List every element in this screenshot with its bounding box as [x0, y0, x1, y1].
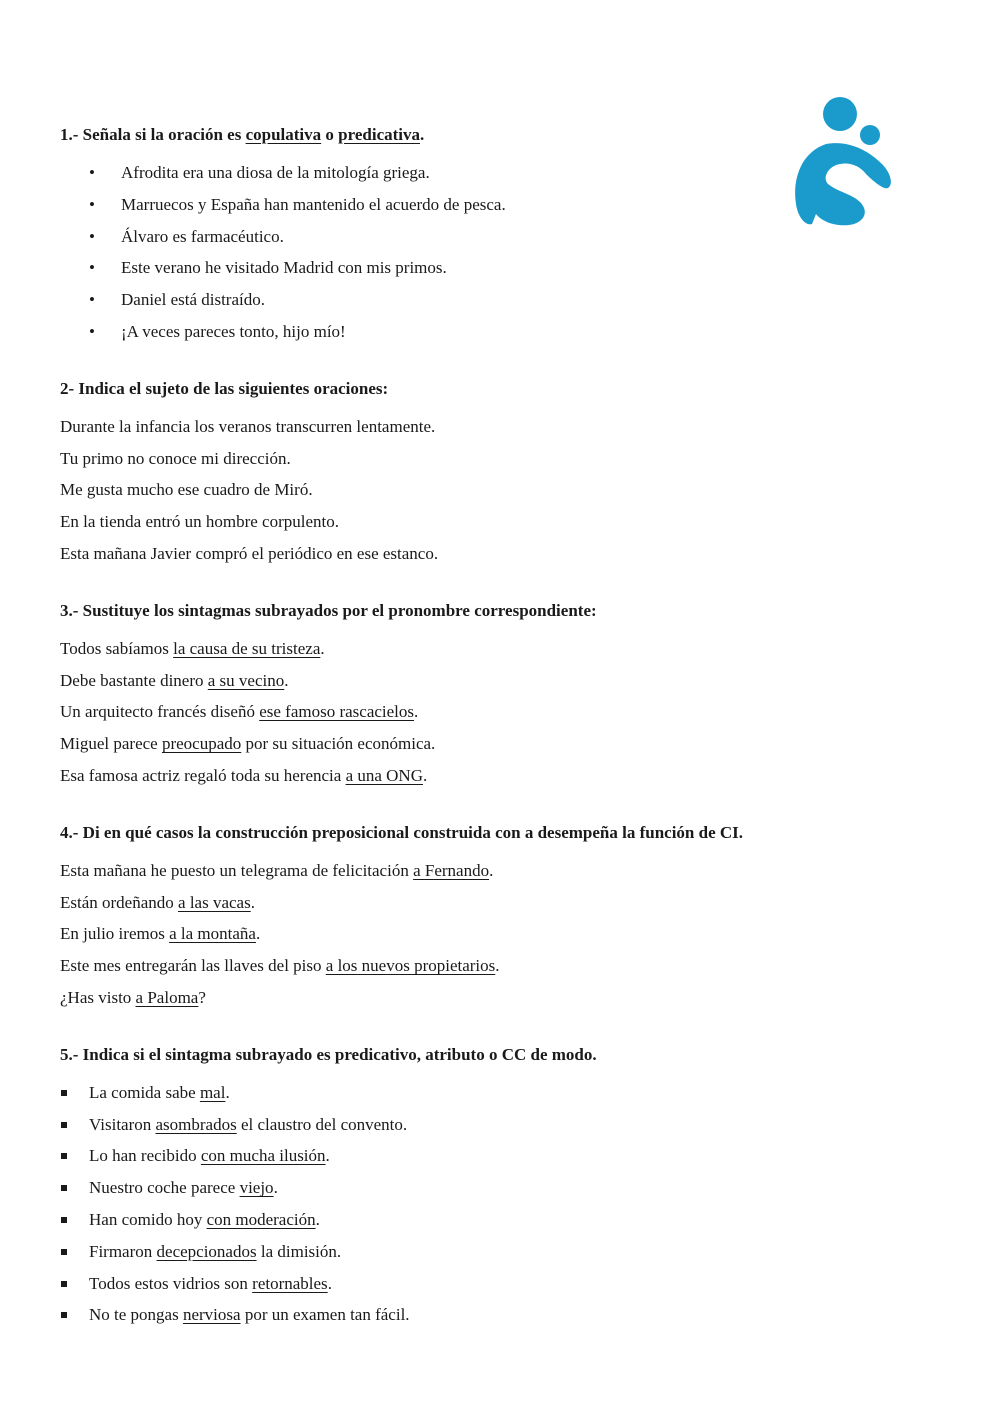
list-item: La comida sabe mal. — [60, 1077, 940, 1109]
sentence: En julio iremos a la montaña. — [60, 924, 261, 944]
list-item: • ¡A veces pareces tonto, hijo mío! — [60, 316, 940, 348]
section-1-title: 1.- Señala si la oración es copulativa o predicativa. — [60, 125, 425, 144]
list-item: • Marruecos y España han mantenido el acuerdo de pesca. — [60, 189, 940, 221]
sentence: Esta mañana Javier compró el periódico en ese estanco. — [60, 543, 439, 563]
list-item: Firmaron decepcionados la dimisión. — [60, 1236, 940, 1268]
list-item: • Álvaro es farmacéutico. — [60, 221, 940, 253]
list-item: Nuestro coche parece viejo. — [60, 1172, 940, 1204]
sentence: Me gusta mucho ese cuadro de Miró. — [60, 480, 313, 500]
sentence: Esta mañana he puesto un telegrama de felicitación a Fernando. — [60, 860, 494, 880]
list-item: • Daniel está distraído. — [60, 284, 940, 316]
list-item: Todos estos vidrios son retornables. — [60, 1268, 940, 1300]
section-4-title: 4.- Di en qué casos la construcción preposicional construida con a desempeña la función de CI. — [60, 822, 744, 842]
sentence: Un arquitecto francés diseñó ese famoso rascacielos. — [60, 702, 419, 722]
sentence: Todos sabíamos la causa de su tristeza. — [60, 638, 325, 658]
list-item: Han comido hoy con moderación. — [60, 1204, 940, 1236]
sentence: Tu primo no conoce mi dirección. — [60, 448, 291, 468]
sentence: En la tienda entró un hombre corpulento. — [60, 512, 339, 532]
section-5-title: 5.- Indica si el sintagma subrayado es predicativo, atributo o CC de modo. — [60, 1044, 597, 1064]
sentence: ¿Has visto a Paloma? — [60, 987, 206, 1007]
list-item: Lo han recibido con mucha ilusión. — [60, 1140, 940, 1172]
sentence: Miguel parece preocupado por su situación económica. — [60, 734, 436, 754]
sentence: Este mes entregarán las llaves del piso a los nuevos propietarios. — [60, 956, 500, 976]
list-item: No te pongas nerviosa por un examen tan fácil. — [60, 1299, 940, 1331]
list-item: • Este verano he visitado Madrid con mis primos. — [60, 252, 940, 284]
sentence: Durante la infancia los veranos transcurren lentamente. — [60, 416, 436, 436]
worksheet — [60, 124, 940, 1331]
section-2-title: 2- Indica el sujeto de las siguientes oraciones: — [60, 378, 389, 398]
sentence: Debe bastante dinero a su vecino. — [60, 670, 289, 690]
list-item: Visitaron asombrados el claustro del convento. — [60, 1109, 940, 1141]
list-item: • Afrodita era una diosa de la mitología griega. — [60, 157, 940, 189]
sentence: Esa famosa actriz regaló toda su herencia a una ONG. — [60, 765, 428, 785]
section-3-title: 3.- Sustituye los sintagmas subrayados por el pronombre correspondiente: — [60, 600, 597, 620]
sentence: Están ordeñando a las vacas. — [60, 892, 255, 912]
